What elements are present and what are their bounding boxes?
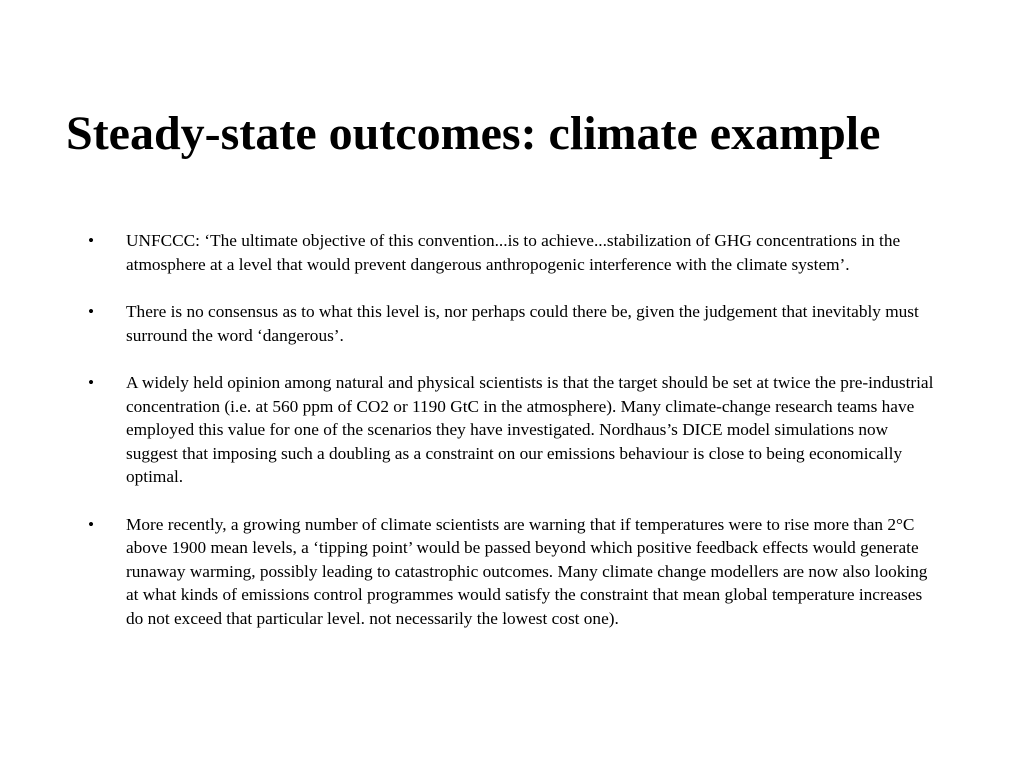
bullet-text: UNFCCC: ‘The ultimate objective of this convention...is to achieve...stabilization of GHG concentrations in the atmosphere at a level that would prevent dangerous anthropogenic interference with the climate system’.	[126, 231, 901, 274]
bullet-icon: •	[88, 231, 95, 250]
bullet-list	[88, 229, 938, 654]
bullet-text: There is no consensus as to what this level is, nor perhaps could there be, given the judgement that inevitably must surround the word ‘dangerous’.	[126, 302, 919, 345]
bullet-icon: •	[88, 302, 95, 321]
bullet-item	[88, 371, 938, 489]
slide-title: Steady-state outcomes: climate example	[66, 107, 881, 160]
bullet-icon: •	[88, 514, 95, 534]
bullet-item	[88, 229, 938, 276]
bullet-item	[88, 300, 938, 347]
bullet-item	[88, 513, 938, 631]
bullet-text: More recently, a growing number of climate scientists are warning that if temperatures were to rise more than 2°C above 1900 mean levels, a ‘tipping point’ would be passed beyond which positive feedback effects would generate runaway warming, possibly leading to catastrophic outcomes. Many climate change modellers are now also looking at what kinds of emissions control programmes would satisfy the constraint that mean global temperature increases do not exceed that particular level. not necessarily the lowest cost one).	[126, 514, 928, 628]
bullet-text: A widely held opinion among natural and physical scientists is that the target should be set at twice the pre-industrial concentration (i.e. at 560 ppm of CO2 or 1190 GtC in the atmosphere). Many climate-change research teams have employed this value for one of the scenarios they have investigated. Nordhaus’s DICE model simulations now suggest that imposing such a doubling as a constraint on our emissions behaviour is close to being economically optimal.	[126, 373, 934, 486]
bullet-icon: •	[88, 373, 95, 392]
